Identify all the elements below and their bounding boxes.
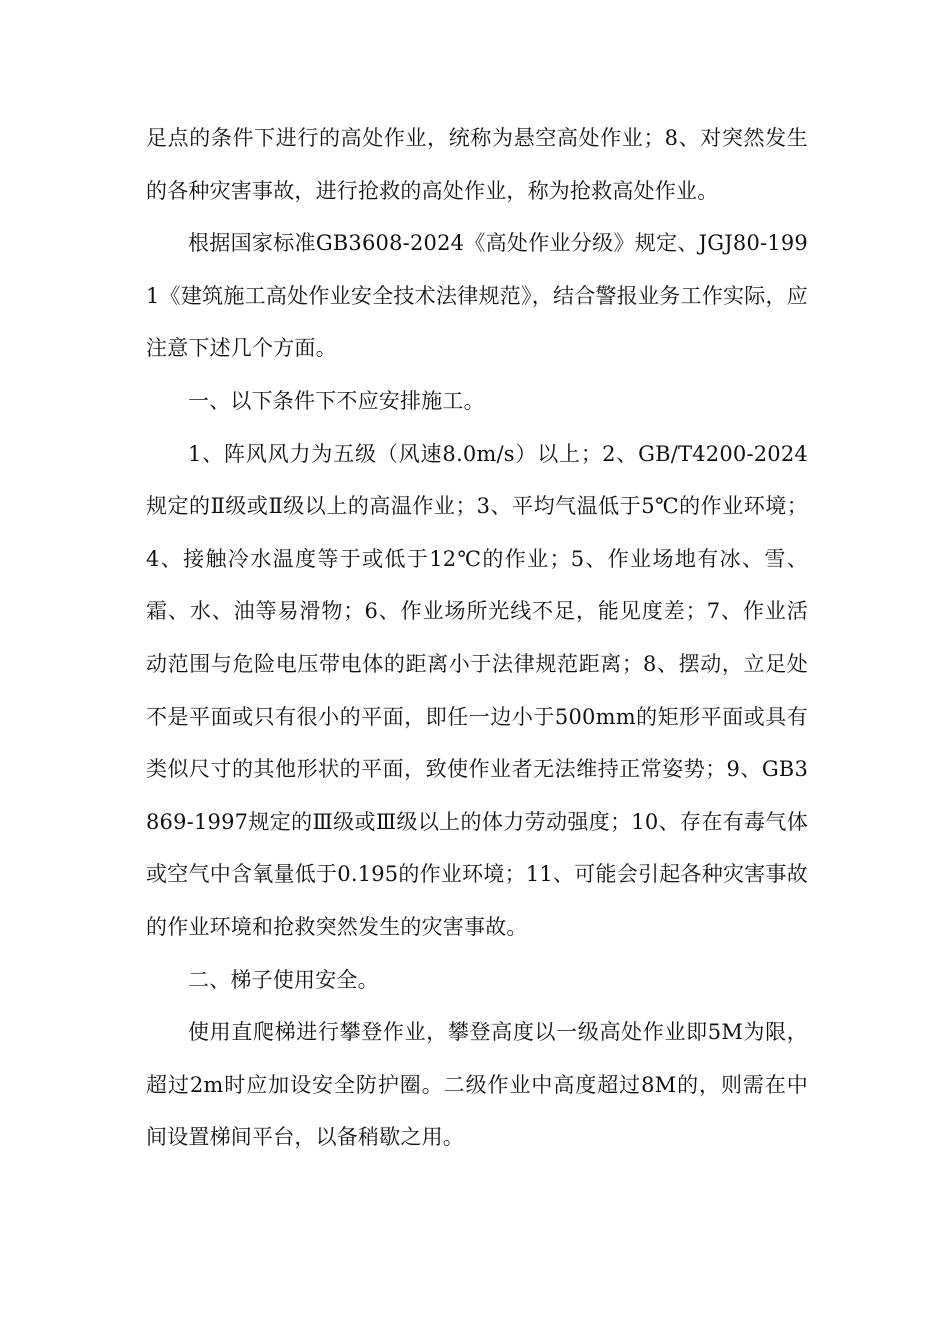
paragraph-4: 使用直爬梯进行攀登作业，攀登高度以一级高处作业即5M为限，超过2m时应加设安全防护圈。二级作业中高度超过8M的，则需在中间设置梯间平台，以备稍歇之用。: [146, 1020, 808, 1150]
paragraph-2: 根据国家标准GB3608-2024《高处作业分级》规定、JGJ80-1991《建筑施工高处作业安全技术法律规范》，结合警报业务工作实际，应注意下述几个方面。: [146, 231, 808, 361]
paragraph-3: 1、阵风风力为五级（风速8.0m/s）以上；2、GB/T4200-2024规定的Ⅱ级或Ⅱ级以上的高温作业；3、平均气温低于5℃的作业环境；4、接触冷水温度等于或低于12℃的作业；5、作业场地有冰、雪、霜、水、油等易滑物；6、作业场所光线不足，能见度差；7、作业活动范围与危险电压带电体的距离小于法律规范距离；8、摆动，立足处不是平面或只有很小的平面，即任一边小于500mm的矩形平面或具有类似尺寸的其他形状的平面，致使作业者无法维持正常姿势；9、GB3869-1997规定的Ⅲ级或Ⅲ级以上的体力劳动强度；10、存在有毒气体或空气中含氧量低于0.195的作业环境；11、可能会引起各种灾害事故的作业环境和抢救突然发生的灾害事故。: [146, 441, 808, 939]
section-heading-2: 二、梯子使用安全。: [188, 967, 379, 992]
section-heading-1: 一、以下条件下不应安排施工。: [188, 388, 485, 413]
paragraph-1: 足点的条件下进行的高处作业，统称为悬空高处作业；8、对突然发生的各种灾害事故，进行抢救的高处作业，称为抢救高处作业。: [146, 126, 808, 203]
document-body: [146, 112, 808, 1164]
